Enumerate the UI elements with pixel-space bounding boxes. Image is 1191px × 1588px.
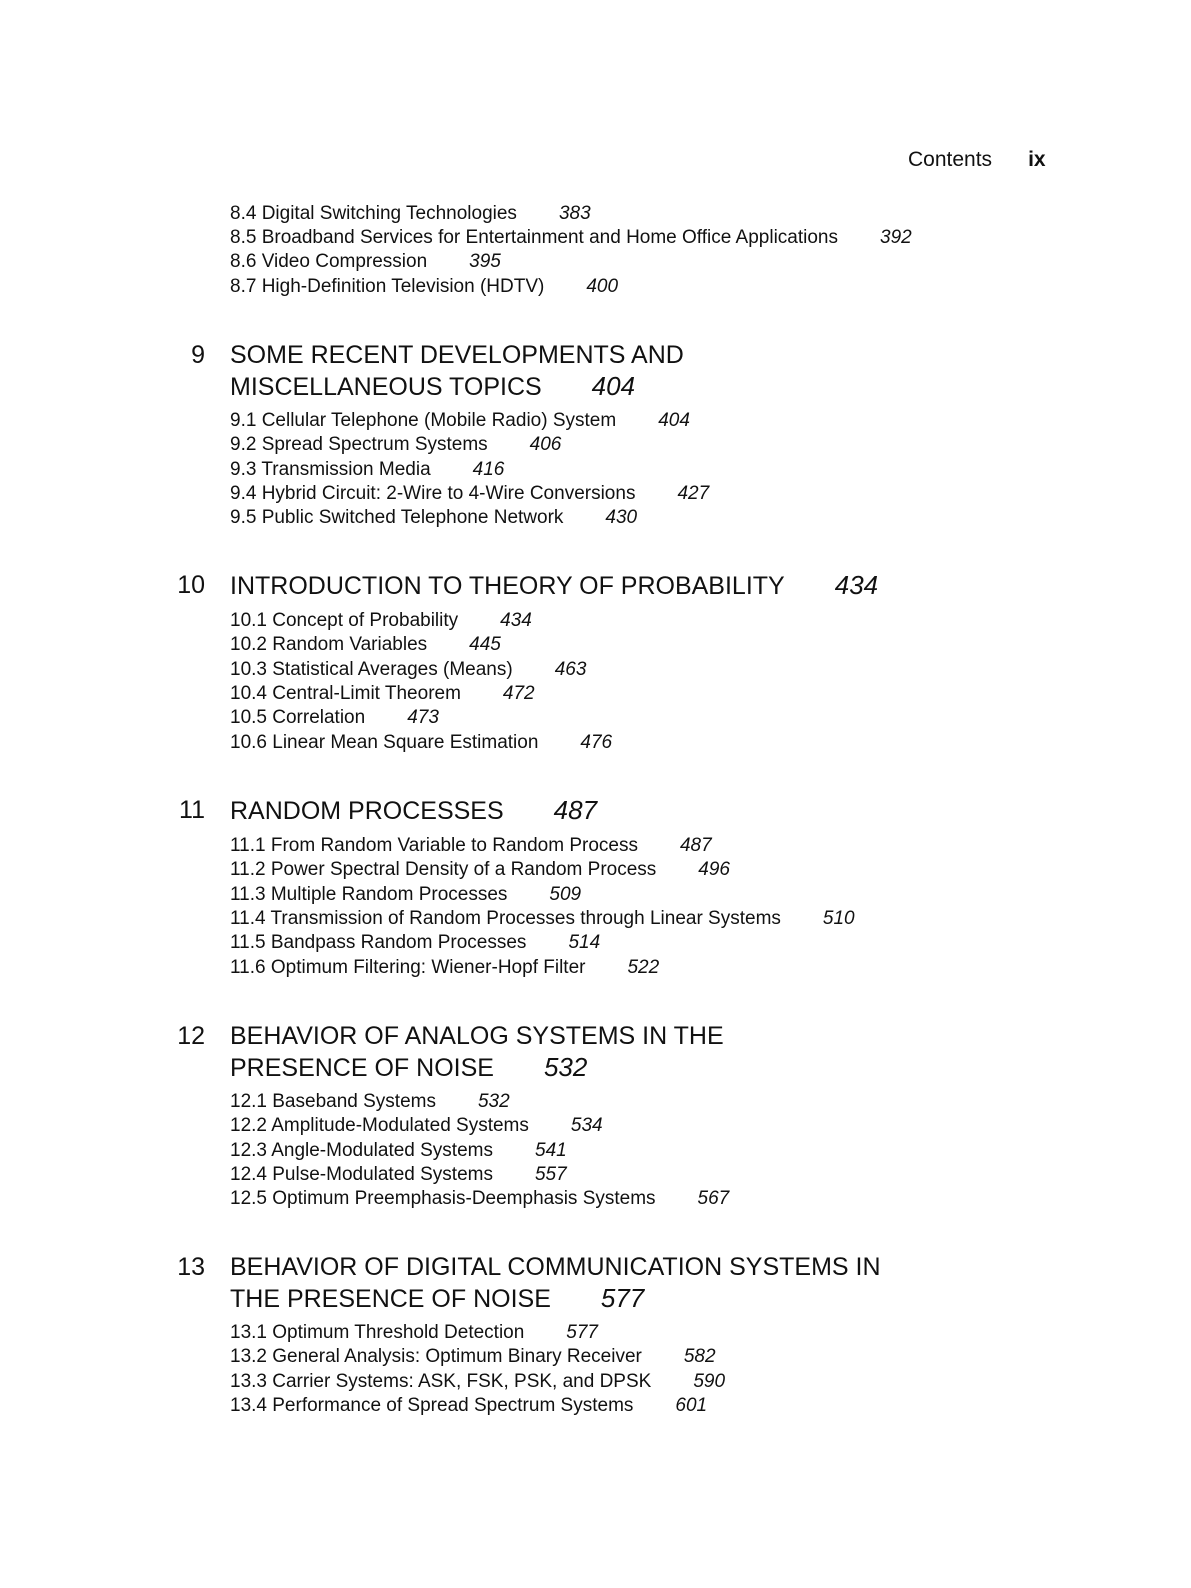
toc-entry-label: 11.3 Multiple Random Processes (230, 884, 508, 905)
chapter-title-line-wrap (230, 570, 878, 602)
running-head (908, 148, 1068, 172)
toc-entry[interactable] (230, 1139, 567, 1163)
toc-entry[interactable] (230, 883, 581, 907)
chapter-title (230, 340, 684, 403)
toc-entry-page: 395 (469, 251, 501, 272)
toc-entry-label: 12.1 Baseband Systems (230, 1091, 436, 1112)
toc-entry-label: 13.2 General Analysis: Optimum Binary Receiver (230, 1346, 642, 1367)
toc-entry-page: 430 (605, 507, 638, 528)
toc-entry-page: 567 (697, 1188, 730, 1209)
toc-entry-page: 473 (407, 707, 439, 728)
toc-entry-page: 577 (566, 1322, 598, 1343)
toc-entry[interactable] (230, 1090, 510, 1114)
chapter-title-line: BEHAVIOR OF ANALOG SYSTEMS IN THE (230, 1022, 724, 1050)
toc-entry[interactable] (230, 1187, 729, 1211)
toc-entry[interactable] (230, 275, 618, 299)
toc-entry-page: 532 (477, 1091, 510, 1112)
toc-entry-page: 404 (658, 410, 690, 431)
toc-entry[interactable] (230, 409, 690, 433)
toc-entry-label: 12.5 Optimum Preemphasis-Deemphasis Systems (230, 1188, 656, 1209)
toc-entry[interactable] (230, 706, 439, 730)
toc-entry-page: 476 (580, 732, 613, 753)
chapter-title (230, 795, 597, 827)
toc-entry-label: 8.7 High-Definition Television (HDTV) (230, 276, 545, 297)
chapter-title-line-wrap (230, 795, 597, 827)
toc-entry[interactable] (230, 1345, 716, 1369)
chapter-title-line: BEHAVIOR OF DIGITAL COMMUNICATION SYSTEMS IN (230, 1253, 881, 1281)
toc-entry[interactable] (230, 1163, 567, 1187)
chapter-title (230, 1021, 724, 1084)
toc-entry[interactable] (230, 609, 532, 633)
toc-entry-page: 434 (500, 610, 532, 631)
chapter-title-line: RANDOM PROCESSES (230, 797, 504, 825)
toc-entry-page: 427 (677, 483, 710, 504)
toc-entry-label: 10.1 Concept of Probability (230, 610, 459, 631)
toc-entry[interactable] (230, 682, 535, 706)
toc-entry-label: 10.2 Random Variables (230, 634, 428, 655)
toc-entry-label: 13.4 Performance of Spread Spectrum Systems (230, 1395, 634, 1416)
chapter-page-number: 434 (834, 570, 879, 600)
toc-entry-label: 11.4 Transmission of Random Processes through Linear Systems (230, 908, 781, 929)
toc-entry[interactable] (230, 956, 659, 980)
chapter-title-line: SOME RECENT DEVELOPMENTS AND (230, 341, 684, 369)
toc-entry-label: 9.3 Transmission Media (230, 459, 431, 480)
toc-entry-page: 557 (534, 1164, 567, 1185)
toc-entry[interactable] (230, 458, 504, 482)
toc-entry-label: 10.3 Statistical Averages (Means) (230, 659, 513, 680)
toc-entry-page: 509 (549, 884, 582, 905)
chapter-page-number: 532 (543, 1052, 588, 1082)
toc-entry-label: 11.6 Optimum Filtering: Wiener-Hopf Filter (230, 957, 586, 978)
toc-entry[interactable] (230, 731, 612, 755)
toc-entry-page: 510 (822, 908, 855, 929)
toc-entry[interactable] (230, 482, 709, 506)
toc-entry[interactable] (230, 907, 855, 931)
chapter-number: 13 (177, 1253, 205, 1281)
toc-entry-page: 487 (679, 835, 712, 856)
toc-entry-page: 392 (880, 227, 912, 248)
chapter-title-line-wrap (230, 371, 684, 403)
toc-entry-page: 601 (675, 1395, 708, 1416)
toc-entry[interactable] (230, 931, 600, 955)
toc-entry[interactable] (230, 1370, 725, 1394)
toc-entry[interactable] (230, 202, 591, 226)
toc-entry[interactable] (230, 1114, 603, 1138)
toc-entry-page: 522 (627, 957, 660, 978)
toc-entry-page: 541 (535, 1140, 567, 1161)
toc-entry[interactable] (230, 858, 730, 882)
chapter-title-line: INTRODUCTION TO THEORY OF PROBABILITY (230, 572, 785, 600)
chapter-number: 12 (177, 1022, 205, 1050)
chapter-number: 11 (179, 796, 205, 824)
toc-entry-label: 11.2 Power Spectral Density of a Random Process (230, 859, 657, 880)
toc-entry-label: 8.5 Broadband Services for Entertainment and Home Office Applications (230, 227, 838, 248)
chapter-title (230, 1252, 881, 1315)
toc-entry-label: 12.4 Pulse-Modulated Systems (230, 1164, 493, 1185)
toc-entry[interactable] (230, 633, 501, 657)
toc-entry-page: 463 (554, 659, 587, 680)
toc-entry-label: 10.4 Central-Limit Theorem (230, 683, 461, 704)
toc-entry-page: 406 (529, 434, 562, 455)
chapter-title (230, 570, 878, 602)
toc-entry[interactable] (230, 834, 712, 858)
toc-entry-label: 9.4 Hybrid Circuit: 2-Wire to 4-Wire Conversions (230, 483, 636, 504)
chapter-page-number: 487 (553, 795, 598, 825)
toc-entry[interactable] (230, 658, 586, 682)
toc-entry-label: 8.6 Video Compression (230, 251, 428, 272)
toc-entry-page: 534 (570, 1115, 603, 1136)
toc-entry-label: 12.3 Angle-Modulated Systems (230, 1140, 493, 1161)
toc-entry-label: 11.5 Bandpass Random Processes (230, 932, 527, 953)
toc-entry-label: 13.3 Carrier Systems: ASK, FSK, PSK, and DPSK (230, 1371, 652, 1392)
toc-entry-page: 496 (698, 859, 730, 880)
toc-entry-page: 472 (502, 683, 535, 704)
toc-entry-label: 9.5 Public Switched Telephone Network (230, 507, 564, 528)
chapter-title-line: MISCELLANEOUS TOPICS (230, 373, 542, 401)
chapter-title-line-wrap (230, 1052, 724, 1084)
toc-entry[interactable] (230, 226, 912, 250)
running-head-title: Contents (908, 148, 993, 171)
chapter-page-number: 404 (591, 371, 636, 401)
chapter-page-number: 577 (600, 1283, 645, 1313)
toc-entry[interactable] (230, 506, 637, 530)
toc-entry-label: 9.2 Spread Spectrum Systems (230, 434, 488, 455)
toc-entry-label: 13.1 Optimum Threshold Detection (230, 1322, 525, 1343)
toc-entry-label: 12.2 Amplitude-Modulated Systems (230, 1115, 529, 1136)
toc-entry[interactable] (230, 1321, 598, 1345)
toc-entry-page: 582 (683, 1346, 716, 1367)
toc-entry-label: 10.5 Correlation (230, 707, 366, 728)
chapter-title-line: THE PRESENCE OF NOISE (230, 1285, 551, 1313)
chapter-title-line: PRESENCE OF NOISE (230, 1054, 494, 1082)
toc-entry[interactable] (230, 1394, 707, 1418)
chapter-title-line-wrap (230, 1283, 881, 1315)
toc-entry-page: 590 (693, 1371, 726, 1392)
toc-entry-page: 416 (472, 459, 505, 480)
toc-entry-label: 9.1 Cellular Telephone (Mobile Radio) System (230, 410, 617, 431)
toc-entry-page: 383 (558, 203, 591, 224)
toc-entry-page: 514 (568, 932, 601, 953)
toc-entry[interactable] (230, 250, 501, 274)
toc-entry-label: 8.4 Digital Switching Technologies (230, 203, 517, 224)
chapter-number: 10 (177, 571, 205, 599)
toc-entry-label: 10.6 Linear Mean Square Estimation (230, 732, 539, 753)
toc-entry-page: 445 (469, 634, 501, 655)
toc-entry-page: 400 (586, 276, 619, 297)
chapter-number: 9 (191, 341, 205, 369)
running-head-page-number: ix (1028, 148, 1046, 171)
toc-entry[interactable] (230, 433, 561, 457)
toc-entry-label: 11.1 From Random Variable to Random Process (230, 835, 638, 856)
